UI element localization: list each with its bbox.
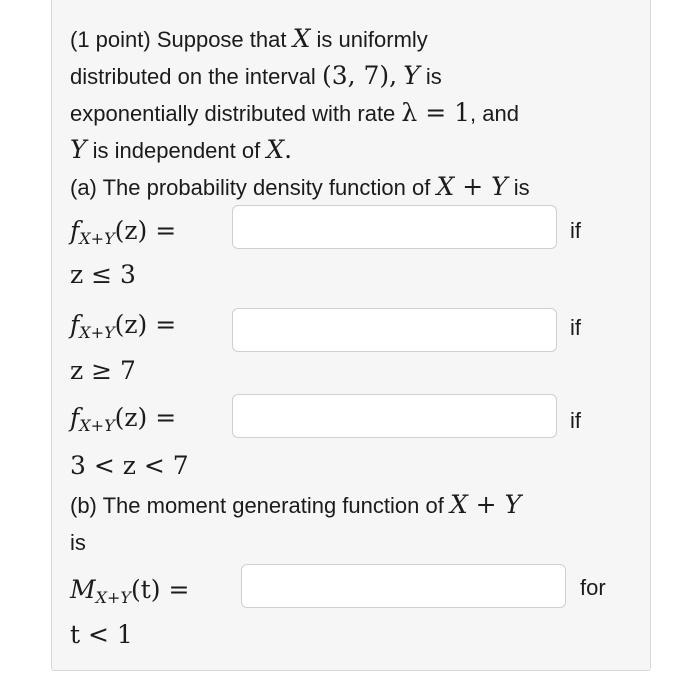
problem-line-4 xyxy=(70,137,292,162)
arg: (z) = xyxy=(114,216,177,245)
distributed-text: distributed on the interval xyxy=(70,64,316,89)
intro-text: (1 point) Suppose that xyxy=(70,27,287,52)
var-x-2: X xyxy=(266,135,285,164)
arg: (z) = xyxy=(114,403,177,432)
part-b-heading-is: is xyxy=(70,530,86,555)
condition-2: z ≥ 7 xyxy=(70,356,136,385)
m-symbol: M xyxy=(70,575,96,604)
var-y: Y xyxy=(403,61,420,90)
arg: (z) = xyxy=(114,310,177,339)
subscript: X+Y xyxy=(79,229,115,248)
part-b-heading-expr: X + Y xyxy=(449,490,522,519)
lambda-expr: λ = 1 xyxy=(401,98,471,127)
independent-text: is independent of xyxy=(92,138,261,163)
problem-line-3 xyxy=(70,100,519,125)
is-uniformly-text: is uniformly xyxy=(316,27,428,52)
mgf-label xyxy=(70,577,189,606)
and-text: , and xyxy=(470,101,519,126)
if-label-2: if xyxy=(570,315,581,340)
condition-3: 3 < z < 7 xyxy=(70,451,189,480)
pdf-answer-input-1[interactable] xyxy=(232,205,557,249)
mgf-condition: t < 1 xyxy=(70,620,133,649)
f-symbol: f xyxy=(70,403,80,432)
pdf-answer-input-3[interactable] xyxy=(232,394,557,438)
period: . xyxy=(284,135,293,164)
comma: , xyxy=(389,61,398,90)
var-y-2: Y xyxy=(70,135,87,164)
part-a-heading-expr: X + Y xyxy=(436,172,508,201)
subscript: X+Y xyxy=(95,588,131,607)
is-text: is xyxy=(425,64,442,89)
pdf-label-1 xyxy=(70,218,176,247)
part-a-heading-text: (a) The probability density function of xyxy=(70,175,431,200)
for-label: for xyxy=(580,575,606,600)
f-symbol: f xyxy=(70,216,80,245)
if-label-3: if xyxy=(570,408,581,433)
f-symbol: f xyxy=(70,310,80,339)
if-label-1: if xyxy=(570,218,581,243)
subscript: X+Y xyxy=(79,416,115,435)
subscript: X+Y xyxy=(79,323,115,342)
condition-1: z ≤ 3 xyxy=(70,260,136,289)
part-b-heading-text: (b) The moment generating function of xyxy=(70,493,444,518)
arg: (t) = xyxy=(130,575,190,604)
exp-dist-text: exponentially distributed with rate xyxy=(70,101,396,126)
part-a-heading xyxy=(70,174,530,199)
interval-expr: (3, 7) xyxy=(321,61,390,90)
part-a-heading-is: is xyxy=(513,175,530,200)
pdf-label-3 xyxy=(70,405,176,434)
problem-line-1 xyxy=(70,26,428,51)
pdf-label-2 xyxy=(70,312,176,341)
part-b-heading xyxy=(70,492,521,517)
mgf-answer-input[interactable] xyxy=(241,564,566,608)
pdf-answer-input-2[interactable] xyxy=(232,308,557,352)
var-x: X xyxy=(292,24,311,53)
problem-line-2 xyxy=(70,63,442,88)
